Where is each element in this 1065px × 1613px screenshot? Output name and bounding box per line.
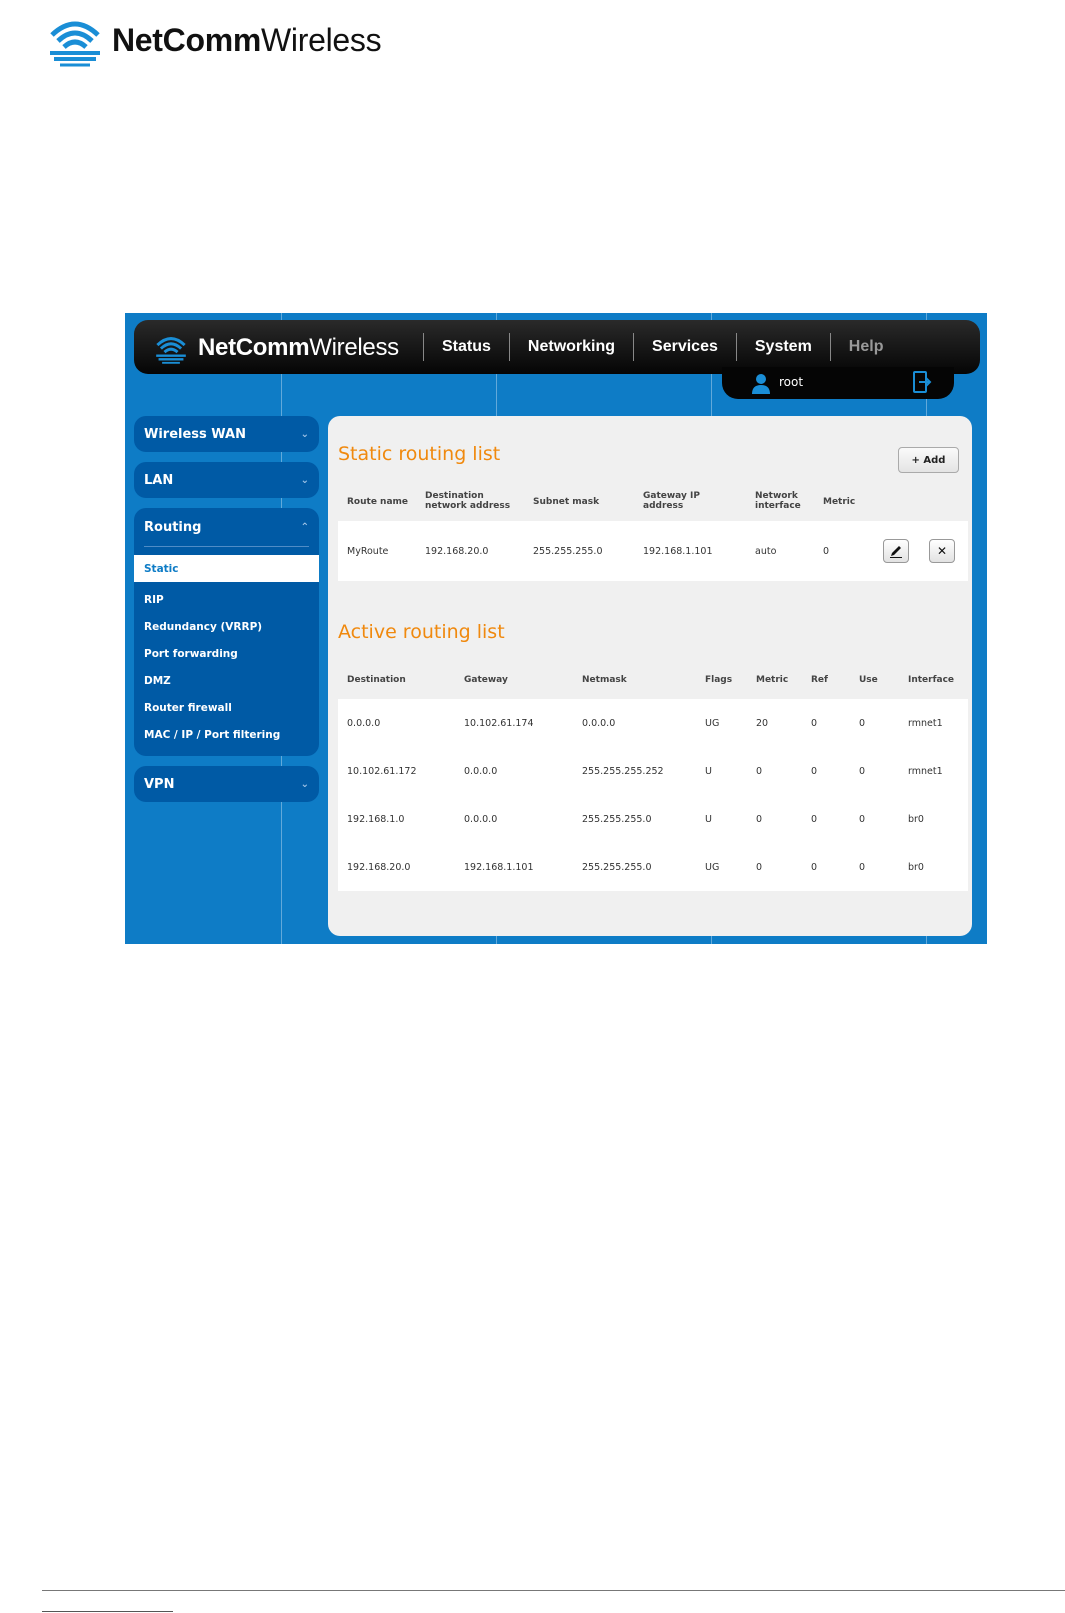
table-cell: 255.255.255.0: [582, 861, 652, 873]
active-routing-title: Active routing list: [338, 621, 505, 643]
nav-help[interactable]: Help: [848, 338, 884, 355]
chevron-down-icon: ⌄: [300, 474, 309, 486]
top-navigation-bar: [134, 320, 980, 374]
table-cell: 0: [859, 813, 866, 825]
table-cell: 0: [811, 717, 818, 729]
chevron-up-icon: ⌃: [300, 521, 309, 533]
user-bar: [722, 367, 954, 399]
table-row: [338, 843, 968, 891]
table-cell: 255.255.255.0: [582, 813, 652, 825]
table-cell: rmnet1: [908, 717, 943, 729]
footnote-divider: [42, 1611, 173, 1612]
table-cell: 0.0.0.0: [464, 813, 498, 825]
sidebar-label: Wireless WAN: [144, 426, 246, 442]
table-cell: 0.0.0.0: [347, 717, 381, 729]
table-cell: 0: [811, 861, 818, 873]
table-row: [338, 747, 968, 795]
column-header: Route name: [347, 497, 409, 507]
chevron-down-icon: ⌄: [300, 428, 309, 440]
sidebar-section-lan[interactable]: [134, 462, 319, 498]
column-header: Metric: [756, 675, 789, 685]
table-cell: 10.102.61.172: [347, 765, 417, 777]
table-cell: 0.0.0.0: [582, 717, 616, 729]
column-header: Destination network address: [425, 491, 511, 511]
table-cell: 192.168.1.101: [643, 545, 713, 557]
add-button[interactable]: + Add: [898, 447, 959, 473]
table-cell: 0: [756, 765, 763, 777]
document-logo: [46, 12, 381, 68]
table-cell: 192.168.20.0: [347, 861, 411, 873]
table-cell: auto: [755, 545, 777, 557]
table-cell: 192.168.1.101: [464, 861, 534, 873]
pencil-icon: [889, 544, 903, 558]
delete-button[interactable]: [929, 539, 955, 563]
table-cell: 192.168.20.0: [425, 545, 489, 557]
footer-divider: [42, 1590, 1065, 1591]
static-routing-title: Static routing list: [338, 443, 501, 465]
column-header: Use: [859, 675, 878, 685]
wireless-logo-icon: [46, 13, 104, 67]
table-row: [338, 699, 968, 747]
sidebar-item-router-firewall[interactable]: Router firewall: [144, 701, 232, 714]
table-cell: UG: [705, 717, 720, 729]
nav-status[interactable]: Status: [442, 338, 491, 355]
table-cell: 0: [811, 765, 818, 777]
static-table-body: [338, 521, 968, 581]
sidebar-label: Routing: [144, 519, 202, 535]
column-header: Netmask: [582, 675, 627, 685]
table-cell: 20: [756, 717, 769, 729]
sidebar-item-port-forwarding[interactable]: Port forwarding: [144, 647, 238, 660]
table-cell: UG: [705, 861, 720, 873]
nav-services[interactable]: Services: [652, 338, 718, 355]
column-header: Metric: [823, 497, 856, 507]
username: root: [779, 375, 804, 389]
sidebar-item-dmz[interactable]: DMZ: [144, 674, 171, 687]
table-cell: 255.255.255.0: [533, 545, 603, 557]
sidebar-item-rip[interactable]: RIP: [144, 593, 164, 606]
table-cell: 0: [859, 717, 866, 729]
column-header: Interface: [908, 675, 955, 685]
column-header: Gateway: [464, 675, 508, 685]
main-panel: [328, 416, 972, 936]
sidebar-label: LAN: [144, 472, 174, 488]
active-table-body: [338, 699, 968, 891]
column-header: Destination: [347, 675, 406, 685]
sidebar-item-vrrp[interactable]: Redundancy (VRRP): [144, 620, 263, 633]
active-table-header: [338, 675, 968, 687]
logout-icon[interactable]: [912, 370, 932, 394]
nav-system[interactable]: System: [754, 338, 812, 355]
column-header: Flags: [705, 675, 733, 685]
sidebar-item-mac-ip-port-filtering[interactable]: MAC / IP / Port filtering: [144, 728, 281, 741]
static-table-header: [338, 491, 968, 513]
close-icon: ✕: [936, 544, 948, 558]
app-logo[interactable]: [152, 332, 399, 364]
sidebar-section-routing: [134, 508, 319, 756]
table-cell: U: [705, 813, 712, 825]
table-cell: br0: [908, 861, 924, 873]
sidebar-item-static[interactable]: Static: [134, 555, 319, 582]
table-cell: 255.255.255.252: [582, 765, 664, 777]
table-cell: 0: [823, 545, 830, 557]
column-header: Gateway IP address: [643, 491, 700, 511]
sidebar-section-wireless-wan[interactable]: [134, 416, 319, 452]
table-cell: 0: [859, 861, 866, 873]
user-icon: [750, 372, 772, 394]
table-cell: 0: [756, 861, 763, 873]
table-cell: 192.168.1.0: [347, 813, 405, 825]
main-nav: [423, 320, 901, 374]
table-cell: U: [705, 765, 712, 777]
table-cell: 0: [811, 813, 818, 825]
chevron-down-icon: ⌄: [300, 778, 309, 790]
nav-networking[interactable]: Networking: [527, 338, 616, 355]
column-header: Network interface: [755, 491, 801, 511]
wireless-logo-icon: [152, 332, 190, 364]
edit-button[interactable]: [883, 539, 909, 563]
routing-header[interactable]: [144, 508, 309, 547]
sidebar-section-vpn[interactable]: [134, 766, 319, 802]
table-cell: 0: [756, 813, 763, 825]
document-brand: NetCommWireless: [112, 21, 382, 58]
sidebar-label: VPN: [144, 776, 175, 792]
table-cell: 10.102.61.174: [464, 717, 534, 729]
table-cell: 0.0.0.0: [464, 765, 498, 777]
sidebar: [134, 416, 319, 812]
table-row: [338, 795, 968, 843]
table-cell: 0: [859, 765, 866, 777]
table-cell: MyRoute: [347, 545, 389, 557]
column-header: Subnet mask: [533, 497, 600, 507]
router-ui-screenshot: [125, 313, 987, 944]
app-brand: NetCommWireless: [198, 334, 399, 361]
table-cell: br0: [908, 813, 924, 825]
column-header: Ref: [811, 675, 828, 685]
table-row: [338, 521, 968, 581]
table-cell: rmnet1: [908, 765, 943, 777]
